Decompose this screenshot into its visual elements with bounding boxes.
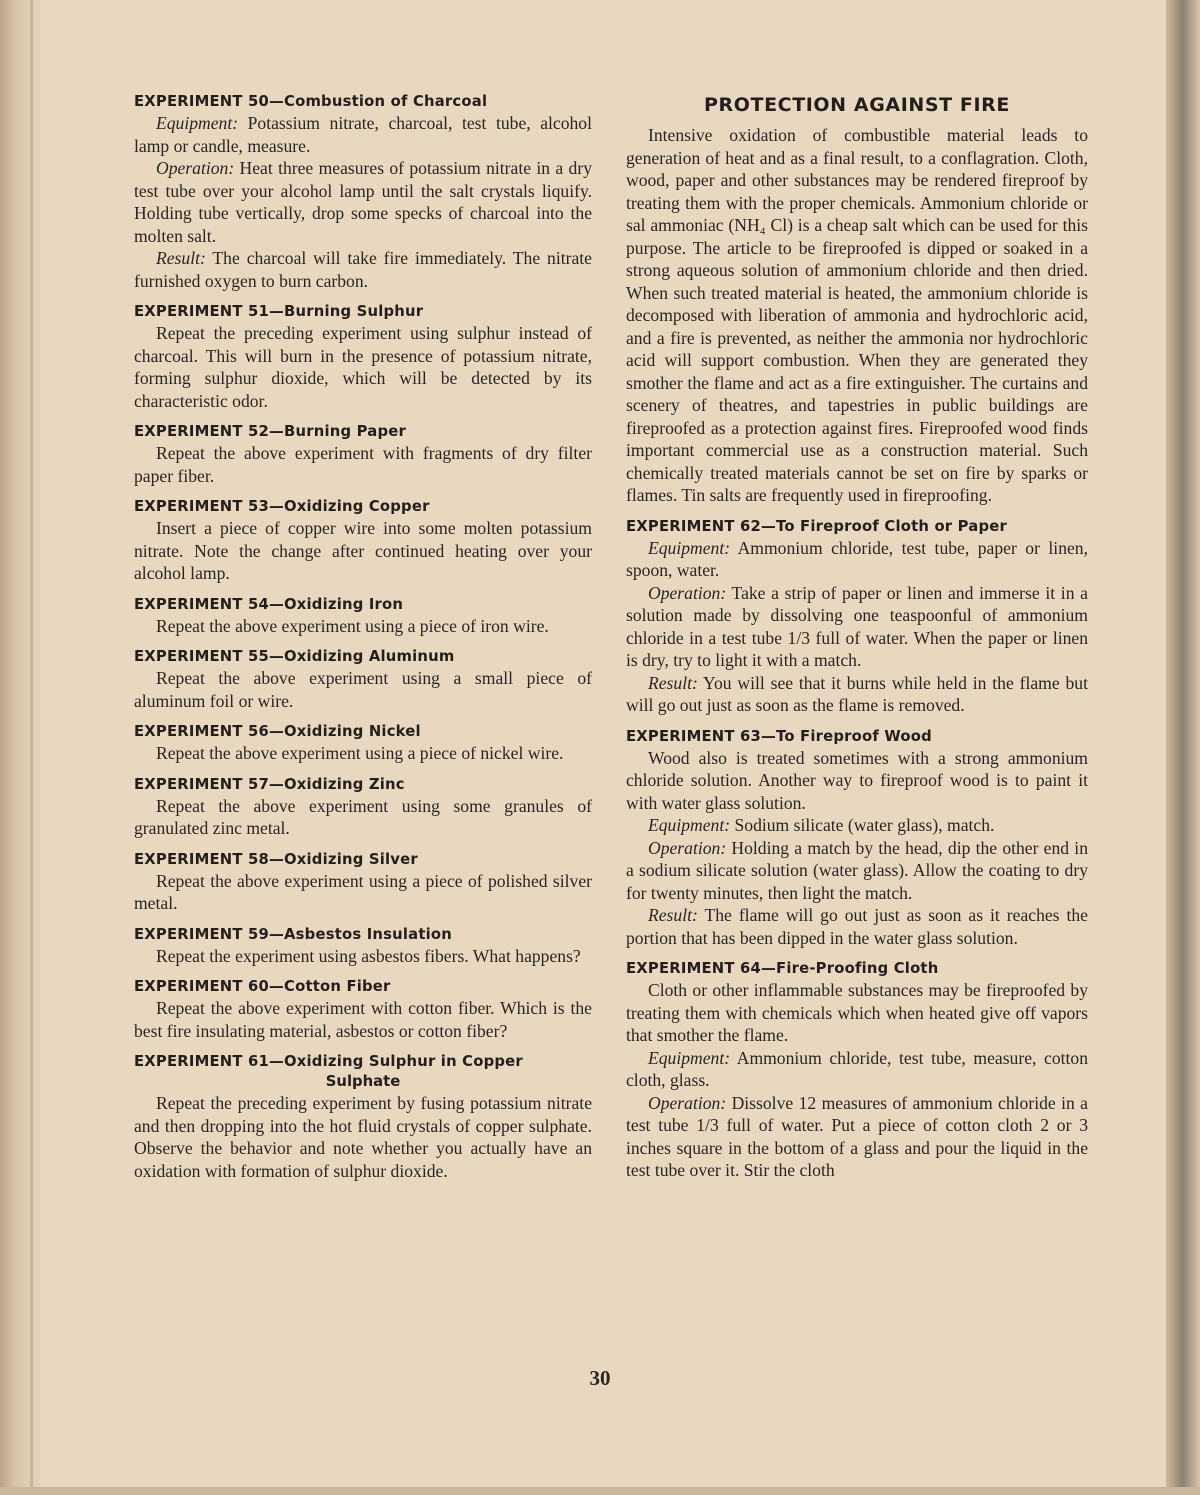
experiment-paragraph xyxy=(626,537,1088,582)
experiment-heading: EXPERIMENT 64—Fire-Proofing Cloth xyxy=(626,960,939,977)
paragraph-text: Take a strip of paper or linen and immerse it in a solution made by dissolving one teaspoonful of ammonium chloride in a test tube 1/3 full of water. When the paper or linen is dry, try to light it with a match. xyxy=(626,582,1088,670)
experiment-paragraph xyxy=(134,870,592,915)
intro-paragraph: Intensive oxidation of combustible material leads to generation of heat and as a final result, to a conflagration. Cloth, wood, paper and other substances may be rendered fireproof by treating them with the proper chemicals. Ammonium chloride or sal ammoniac (NH₄ Cl) is a cheap salt which can be used for this purpose. The article to be fireproofed is dipped or soaked in a strong aqueous solution of ammonium chloride and then dried. When such treated material is heated, the ammonium chloride is decomposed with liberation of ammonia and hydrochloric acid, and a fire is prevented, as neither the ammonia nor hydrochloric acid will support combustion. When they are generated they smother the flame and act as a fire extinguisher. The curtains and scenery of theatres, and tapestries in public buildings are fireproofed as a protection against fires. Fireproofed wood finds important commercial use as a construction material. Such chemically treated materials cannot be set on fire by sparks or flames. Tin salts are frequently used in fireproofing. xyxy=(626,125,1088,505)
paragraph-label: Result: xyxy=(648,905,698,925)
experiment-paragraph xyxy=(134,247,592,292)
experiment-paragraph xyxy=(626,1092,1088,1182)
paragraph-label: Equipment: xyxy=(648,1047,731,1068)
paragraph-text: The charcoal will take fire immediately. The nitrate furnished oxygen to burn carbon. xyxy=(134,248,592,291)
paragraph-text: Ammonium chloride, test tube, measure, cotton cloth, glass. xyxy=(626,1047,1088,1090)
experiment-paragraph xyxy=(134,945,592,968)
experiment-paragraph xyxy=(134,667,592,712)
page-bottom-edge xyxy=(0,1487,1200,1495)
experiment-heading: EXPERIMENT 60—Cotton Fiber xyxy=(134,978,391,995)
paragraph-label: Equipment: xyxy=(156,113,239,133)
experiment-block xyxy=(134,775,592,840)
intro-block xyxy=(626,124,1088,507)
experiment-paragraph xyxy=(134,157,592,247)
paragraph-label: Result: xyxy=(648,672,698,693)
paragraph-text: Repeat the preceding experiment by fusing potassium nitrate and then dropping into the hot fluid crystals of copper sulphate. Observe the behavior and note whether you actually have an oxidation with formation of sulphur dioxide. xyxy=(134,1093,592,1181)
paragraph-text: Cloth or other inflammable substances may be fireproofed by treating them with chemicals which when heated give off vapors that smother the flame. xyxy=(626,980,1088,1045)
experiment-paragraph xyxy=(134,795,592,840)
section-title: PROTECTION AGAINST FIRE xyxy=(704,94,1010,116)
experiment-heading: EXPERIMENT 52—Burning Paper xyxy=(134,423,406,440)
paragraph-text: Holding a match by the head, dip the other end in a sodium silicate solution (water glass). Allow the coating to dry for twenty minutes, then light the match. xyxy=(626,837,1088,903)
experiment-block xyxy=(134,302,592,412)
experiment-heading: EXPERIMENT 50—Combustion of Charcoal xyxy=(134,93,488,110)
paragraph-label: Operation: xyxy=(648,1092,727,1113)
experiment-heading: EXPERIMENT 56—Oxidizing Nickel xyxy=(134,723,421,740)
page-gutter xyxy=(1166,0,1200,1495)
experiment-paragraph xyxy=(626,747,1088,815)
paragraph-text: Potassium nitrate, charcoal, test tube, alcohol lamp or candle, measure. xyxy=(134,113,592,156)
experiment-block xyxy=(134,1052,592,1182)
experiment-heading: EXPERIMENT 55—Oxidizing Aluminum xyxy=(134,648,455,665)
experiment-heading: EXPERIMENT 62—To Fireproof Cloth or Paper xyxy=(626,517,1008,535)
experiment-heading: EXPERIMENT 59—Asbestos Insulation xyxy=(134,925,452,943)
experiment-block xyxy=(626,517,1088,717)
binding-edge xyxy=(30,0,33,1495)
paragraph-text: Repeat the above experiment using a small piece of aluminum foil or wire. xyxy=(134,668,592,711)
paragraph-text: Repeat the preceding experiment using sulphur instead of charcoal. This will burn in the presence of potassium nitrate, forming sulphur dioxide, which will be detected by its characteristic odor. xyxy=(134,323,592,411)
paragraph-text: Repeat the above experiment using a piece of polished silver metal. xyxy=(134,870,592,913)
paragraph-text: Repeat the above experiment with fragments of dry filter paper fiber. xyxy=(134,443,592,486)
paragraph-text: The flame will go out just as soon as it reaches the portion that has been dipped in the water glass solution. xyxy=(626,905,1088,948)
experiment-block xyxy=(134,850,592,915)
experiment-heading: EXPERIMENT 57—Oxidizing Zinc xyxy=(134,775,405,793)
paragraph-text: You will see that it burns while held in the flame but will go out just as soon as the flame is removed. xyxy=(626,672,1088,715)
book-spine xyxy=(0,0,40,1495)
experiment-paragraph xyxy=(626,979,1088,1047)
experiment-paragraph xyxy=(626,814,1088,837)
experiment-paragraph xyxy=(626,904,1088,949)
paragraph-label: Operation: xyxy=(648,837,727,858)
experiment-block xyxy=(134,925,592,968)
experiment-heading: EXPERIMENT 63—To Fireproof Wood xyxy=(626,727,932,745)
paragraph-text: Insert a piece of copper wire into some molten potassium nitrate. Note the change after continued heating over your alcohol lamp. xyxy=(134,518,592,583)
paragraph-label: Equipment: xyxy=(648,537,731,558)
paragraph-text: Wood also is treated sometimes with a strong ammonium chloride solution. Another way to fireproof wood is to paint it with water glass solution. xyxy=(626,747,1088,813)
paragraph-text: Heat three measures of potassium nitrate in a dry test tube over your alcohol lamp until the salt crystals liquify. Holding tube vertically, drop some specks of charcoal into the molten salt. xyxy=(134,158,592,246)
paragraph-text: Repeat the above experiment using a piece of nickel wire. xyxy=(156,743,564,763)
experiment-block xyxy=(134,422,592,487)
paragraph-label: Operation: xyxy=(156,158,235,178)
experiment-block xyxy=(626,959,1088,1182)
right-column xyxy=(626,92,1088,1192)
paragraph-label: Result: xyxy=(156,248,206,268)
paragraph-text: Repeat the experiment using asbestos fibers. What happens? xyxy=(156,945,581,966)
page-number: 30 xyxy=(589,1366,611,1390)
experiment-paragraph xyxy=(134,742,592,765)
experiment-heading-continued: Sulphate xyxy=(325,1073,401,1090)
paragraph-text: Repeat the above experiment with cotton fiber. Which is the best fire insulating material, asbestos or cotton fiber? xyxy=(134,998,592,1041)
experiment-block xyxy=(134,92,592,292)
experiment-block xyxy=(626,727,1088,950)
experiment-heading: EXPERIMENT 54—Oxidizing Iron xyxy=(134,595,404,613)
paragraph-text: Repeat the above experiment using a piece of iron wire. xyxy=(156,615,549,636)
experiment-paragraph xyxy=(134,517,592,585)
experiment-paragraph xyxy=(626,582,1088,672)
paragraph-text: Ammonium chloride, test tube, paper or linen, spoon, water. xyxy=(626,537,1088,580)
paragraph-text: Sodium silicate (water glass), match. xyxy=(730,815,995,835)
experiment-block xyxy=(134,722,592,765)
experiment-block xyxy=(134,977,592,1042)
experiment-paragraph xyxy=(626,837,1088,905)
experiment-paragraph xyxy=(626,672,1088,717)
paragraph-text: Dissolve 12 measures of ammonium chloride in a test tube 1/3 full of water. Put a piece of cotton cloth 2 or 3 inches square in the bottom of a glass and pour the liquid in the test tube over it. Stir the cloth xyxy=(626,1092,1088,1180)
right-experiments xyxy=(626,517,1088,1182)
paragraph-label: Equipment: xyxy=(648,815,731,835)
experiment-paragraph xyxy=(134,1092,592,1182)
experiment-heading: EXPERIMENT 53—Oxidizing Copper xyxy=(134,498,430,515)
paragraph-text: Repeat the above experiment using some granules of granulated zinc metal. xyxy=(134,795,592,838)
experiment-heading: EXPERIMENT 58—Oxidizing Silver xyxy=(134,850,418,868)
paragraph-label: Operation: xyxy=(648,582,727,603)
experiment-paragraph xyxy=(134,112,592,157)
experiment-paragraph xyxy=(134,322,592,412)
left-column xyxy=(134,92,592,1192)
experiment-heading: EXPERIMENT 61—Oxidizing Sulphur in Copper xyxy=(134,1053,523,1070)
experiment-paragraph xyxy=(626,1047,1088,1092)
experiment-heading: EXPERIMENT 51—Burning Sulphur xyxy=(134,303,424,320)
experiment-block xyxy=(134,647,592,712)
experiment-block xyxy=(134,497,592,585)
experiment-paragraph xyxy=(134,997,592,1042)
experiment-paragraph xyxy=(134,615,592,638)
experiment-paragraph xyxy=(134,442,592,487)
experiment-block xyxy=(134,595,592,638)
